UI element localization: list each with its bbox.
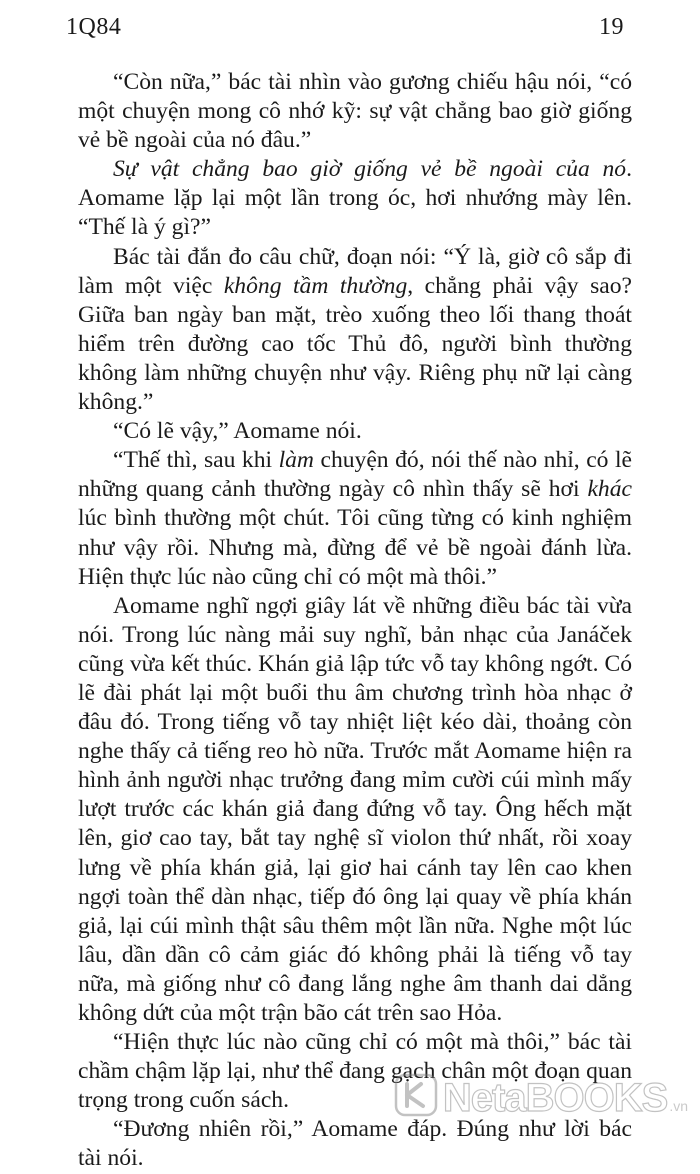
paragraph — [78, 592, 632, 1028]
italic-text: khác — [587, 476, 632, 503]
text-run: , chẳng phải vậy sao? Giữa ban ngày ban mặt, trèo xuống theo lối thang thoát hiểm trên đường cao tốc Thủ đô, người bình thường không làm những chuyện như vậy. Riêng phụ nữ lại càng không.” — [78, 272, 633, 416]
text-run: lúc bình thường một chút. Tôi cũng từng có kinh nghiệm như vậy rồi. Nhưng mà, đừng để vẻ bề ngoài đánh lừa. Hiện thực lúc nào cũng chỉ có một mà thôi.” — [78, 505, 632, 590]
italic-text: không tầm thường — [223, 272, 408, 299]
paragraph — [78, 1115, 632, 1173]
italic-text: làm — [278, 447, 314, 474]
page-number: 19 — [599, 14, 624, 40]
text-run: “Hiện thực lúc nào cũng chỉ có một mà thôi,” bác tài chầm chậm lặp lại, như thể đang gạch chân một đoạn quan trọng trong cuốn sách. — [78, 1029, 632, 1114]
text-run: “Đương nhiên rồi,” Aomame đáp. Đúng như lời bác tài nói. — [78, 1116, 632, 1172]
paragraph — [78, 243, 632, 418]
text-run: “Có lẽ vậy,” Aomame nói. — [113, 418, 362, 445]
watermark — [393, 1072, 688, 1118]
watermark-suffix: .vn — [669, 1098, 688, 1114]
book-logo-icon — [393, 1072, 439, 1118]
text-run: Bác tài đắn đo câu chữ, đoạn nói: “Ý là, giờ cô sắp đi làm một việc — [78, 243, 632, 299]
italic-text: Sự vật chẳng bao giờ giống vẻ bề ngoài của nó — [113, 156, 627, 183]
text-run: “Thế thì, sau khi — [113, 447, 279, 474]
running-header — [66, 14, 624, 50]
text-run: Aomame nghĩ ngợi giây lát về những điều bác tài vừa nói. Trong lúc nàng mải suy nghĩ, bản nhạc của Janáček cũng vừa kết thúc. Khán giả lập tức vỗ tay không ngớt. Có lẽ đài phát lại một buổi thu âm chương trình hòa nhạc ở đâu đó. Trong tiếng vỗ tay nhiệt liệt kéo dài, thoảng còn nghe thấy cả tiếng reo hò nữa. Trước mắt Aomame hiện ra hình ảnh người nhạc trưởng đang mỉm cười cúi mình mấy lượt trước các khán giả đang đứng vỗ tay. Ông hếch mặt lên, giơ cao tay, bắt tay nghệ sĩ violon thứ nhất, rồi xoay lưng về phía khán giả, lại giơ hai cánh tay lên cao khen ngợi toàn thể dàn nhạc, tiếp đó ông lại quay về phía khán giả, lại cúi mình thật sâu thêm một lần nữa. Nghe một lúc lâu, dần dần cô cảm giác đó không phải là tiếng vỗ tay nữa, mà giống như cô đang lắng nghe âm thanh dai dẳng không dứt của một trận bão cát trên sao Hỏa. — [78, 592, 632, 1026]
paragraph — [78, 155, 632, 242]
watermark-brand: NetaBOOKS — [442, 1076, 668, 1120]
text-run: chuyện đó, nói thế nào nhỉ, có lẽ những quang cảnh thường ngày cô nhìn thấy sẽ hơi — [78, 447, 632, 503]
paragraph — [78, 68, 632, 155]
text-run: “Còn nữa,” bác tài nhìn vào gương chiếu hậu nói, “có một chuyện mong cô nhớ kỹ: sự vật chẳng bao giờ giống vẻ bề ngoài của nó đâu.” — [78, 69, 632, 154]
paragraph — [78, 417, 632, 446]
body-text — [78, 68, 632, 1174]
book-title: 1Q84 — [66, 14, 122, 40]
paragraph — [78, 446, 632, 591]
text-run: . Aomame lặp lại một lần trong óc, hơi nhướng mày lên. “Thế là ý gì?” — [78, 156, 632, 241]
